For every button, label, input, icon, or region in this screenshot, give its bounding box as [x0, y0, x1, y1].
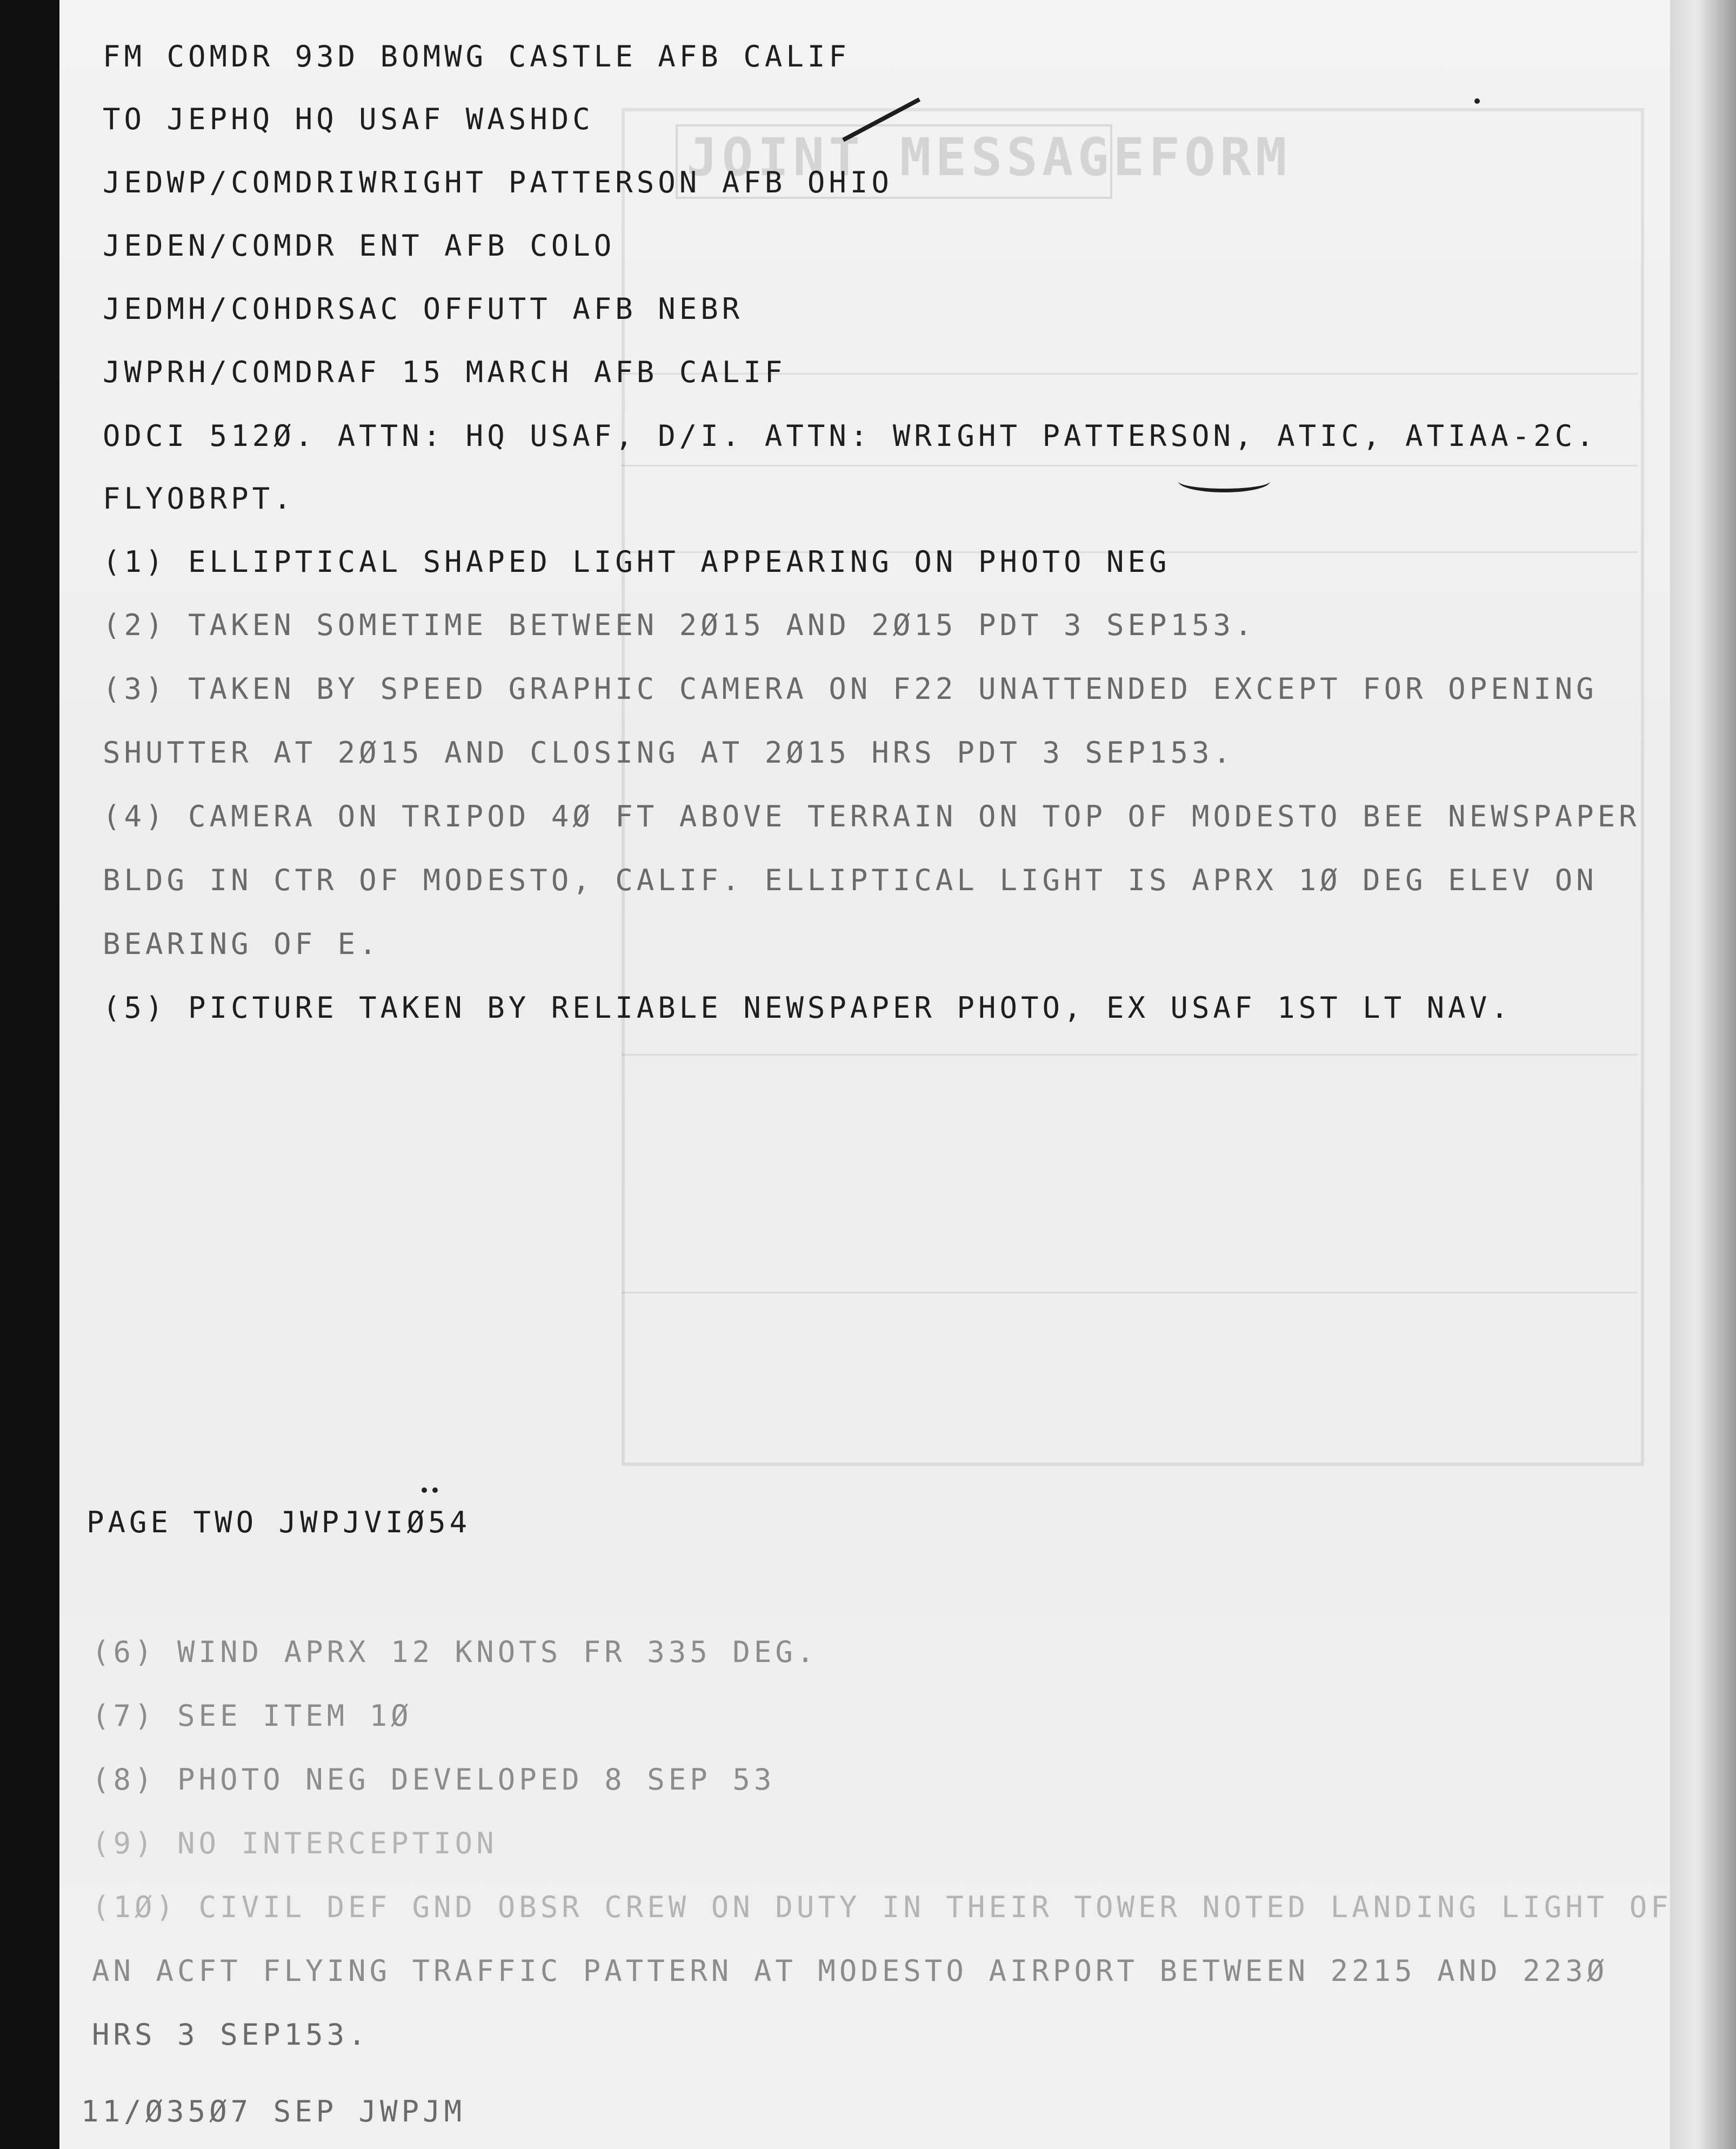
message-line-info-wright-patterson: JEDWP/COMDRIWRIGHT PATTERSON AFB OHIO [103, 165, 893, 199]
message-item-10: (1Ø) CIVIL DEF GND OBSR CREW ON DUTY IN THEIR TOWER NOTED LANDING LIGHT OF [92, 1890, 1672, 1924]
handwritten-underline-atic [1178, 470, 1270, 492]
message-item-10-cont: AN ACFT FLYING TRAFFIC PATTERN AT MODESTO AIRPORT BETWEEN 2215 AND 223Ø [92, 1954, 1608, 1988]
message-line-info-march: JWPRH/COMDRAF 15 MARCH AFB CALIF [103, 355, 786, 389]
message-item-4-end: BEARING OF E. [103, 927, 380, 961]
bleed-through-rule [622, 1054, 1638, 1056]
message-item-5: (5) PICTURE TAKEN BY RELIABLE NEWSPAPER PHOTO, EX USAF 1ST LT NAV. [103, 991, 1512, 1025]
message-item-4: (4) CAMERA ON TRIPOD 4Ø FT ABOVE TERRAIN ON TOP OF MODESTO BEE NEWSPAPER [103, 799, 1640, 833]
message-line-attention: ODCI 512Ø. ATTN: HQ USAF, D/I. ATTN: WRIGHT PATTERSON, ATIC, ATIAA-2C. [103, 419, 1598, 453]
message-item-7: (7) SEE ITEM 1Ø [92, 1699, 412, 1733]
message-line-report-type: FLYOBRPT. [103, 482, 295, 516]
message-line-from: FM COMDR 93D BOMWG CASTLE AFB CALIF [103, 39, 850, 74]
bleed-through-form [622, 108, 1644, 1466]
message-item-3-cont: SHUTTER AT 2Ø15 AND CLOSING AT 2Ø15 HRS PDT 3 SEP153. [103, 736, 1235, 770]
message-item-4-cont: BLDG IN CTR OF MODESTO, CALIF. ELLIPTICAL LIGHT IS APRX 1Ø DEG ELEV ON [103, 863, 1598, 897]
bleed-through-rule [622, 465, 1638, 466]
message-item-9: (9) NO INTERCEPTION [92, 1826, 498, 1860]
bleed-through-rule [622, 1292, 1638, 1293]
message-line-info-offutt: JEDMH/COHDRSAC OFFUTT AFB NEBR [103, 292, 744, 326]
message-item-10-end: HRS 3 SEP153. [92, 2018, 370, 2052]
message-line-to: TO JEPHQ HQ USAF WASHDC [103, 102, 594, 136]
message-item-2: (2) TAKEN SOMETIME BETWEEN 2Ø15 AND 2Ø15 PDT 3 SEP153. [103, 608, 1256, 642]
page-two-header: PAGE TWO JWPJVIØ54 [86, 1505, 471, 1539]
bleed-through-header-text: JOINT MESSAGEFORM [686, 127, 1291, 188]
paper-speck [1474, 98, 1480, 104]
message-line-info-ent: JEDEN/COMDR ENT AFB COLO [103, 229, 616, 263]
scan-right-edge [1670, 0, 1736, 2149]
message-item-8: (8) PHOTO NEG DEVELOPED 8 SEP 53 [92, 1763, 776, 1797]
paper-speck [432, 1487, 438, 1493]
date-time-group: 11/Ø35Ø7 SEP JWPJM [81, 2094, 466, 2128]
message-item-1: (1) ELLIPTICAL SHAPED LIGHT APPEARING ON PHOTO NEG [103, 545, 1171, 579]
paper-speck [422, 1487, 427, 1493]
message-item-3: (3) TAKEN BY SPEED GRAPHIC CAMERA ON F22 UNATTENDED EXCEPT FOR OPENING [103, 672, 1598, 706]
message-item-6: (6) WIND APRX 12 KNOTS FR 335 DEG. [92, 1635, 818, 1669]
